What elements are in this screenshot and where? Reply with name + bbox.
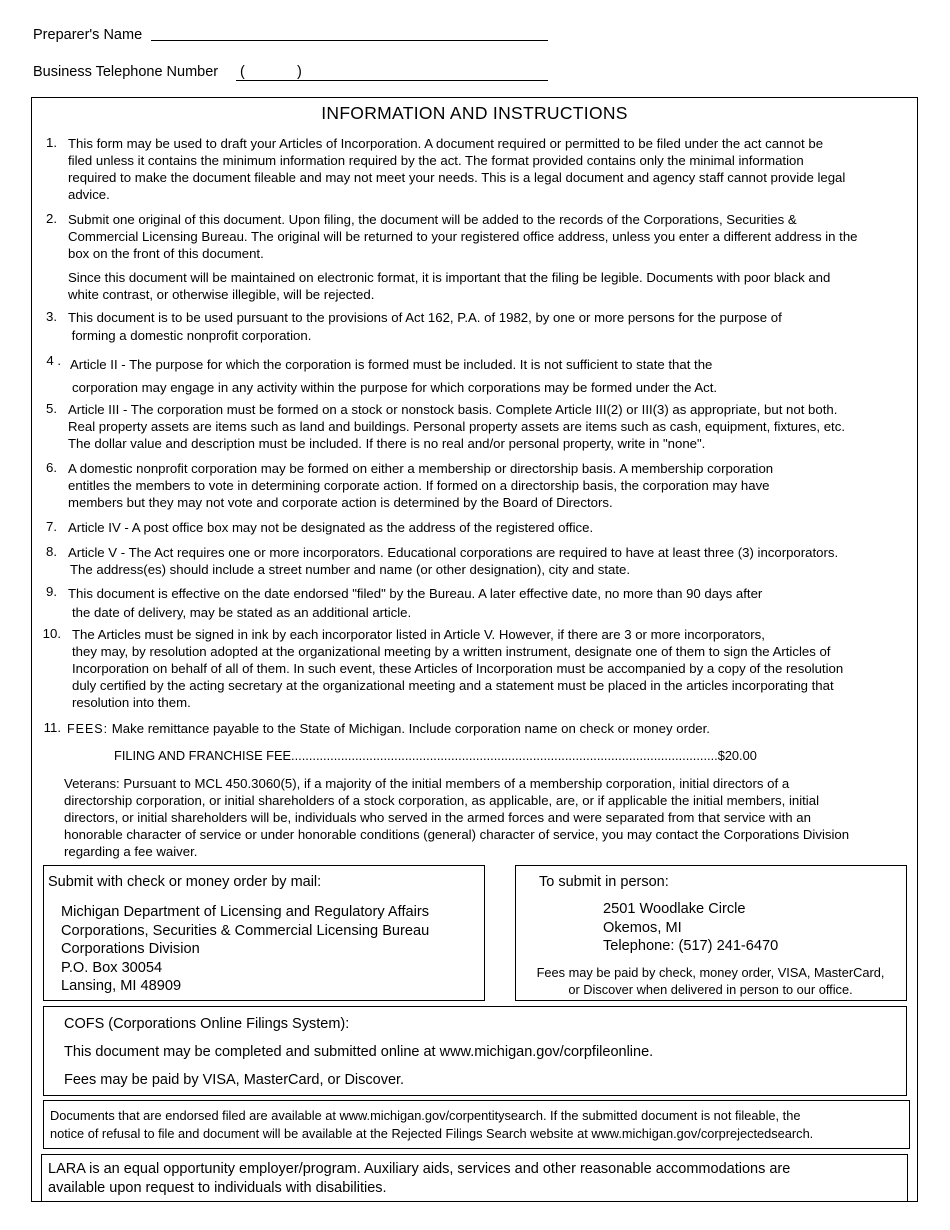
text-line: The Articles must be signed in ink by each incorporator listed in Article V. However, if there are 3 or more incorporators, xyxy=(72,627,765,642)
address-line: Corporations Division xyxy=(61,941,200,957)
preparer-name-label: Preparer's Name xyxy=(33,27,143,43)
mail-submission-box xyxy=(43,865,485,1001)
cofs-online-text: This document may be completed and submitted online at www.michigan.gov/corpfileonline. xyxy=(64,1044,654,1060)
text-line: members but they may not vote and corporate action is determined by the Board of Directors. xyxy=(68,495,613,510)
instruction-item-4 xyxy=(70,353,717,399)
text-line: advice. xyxy=(68,187,110,202)
text-line: notice of refusal to file and document will be available at the Rejected Filings Search website at www.michigan.gov/corprejectedsearch. xyxy=(50,1125,814,1141)
text-line: This form may be used to draft your Articles of Incorporation. A document required or permitted to be filed under the act cannot be xyxy=(68,136,824,151)
instruction-item-10 xyxy=(72,626,843,711)
text-line: or Discover when delivered in person to our office. xyxy=(568,982,853,997)
text-line: directors, or initial shareholders will be, individuals who served in the armed forces and were separated from that service with an xyxy=(64,810,811,825)
text-line: LARA is an equal opportunity employer/program. Auxiliary aids, services and other reasonable accommodations are xyxy=(48,1161,791,1177)
instruction-item-7 xyxy=(68,519,593,536)
business-phone-field[interactable] xyxy=(236,80,548,81)
phone-paren-close: ) xyxy=(297,64,302,80)
instruction-item-5 xyxy=(68,401,845,452)
text-line: corporation may engage in any activity within the purpose for which corporations may be formed under the Act. xyxy=(72,380,718,395)
address-line: Corporations, Securities & Commercial Licensing Bureau xyxy=(61,922,430,939)
item-number: 11. xyxy=(43,720,61,735)
instruction-item-2 xyxy=(68,211,858,262)
text-line: forming a domestic nonprofit corporation. xyxy=(68,328,312,343)
cofs-payment-text: Fees may be paid by VISA, MasterCard, or Discover. xyxy=(64,1072,405,1088)
text-line: Veterans: Pursuant to MCL 450.3060(5), if a majority of the initial members of a membership corporation, initial directors of a xyxy=(64,776,790,791)
text-line: Fees may be paid by check, money order, VISA, MasterCard, xyxy=(536,965,885,980)
lara-equal-opportunity-box xyxy=(41,1154,908,1202)
text-line: Since this document will be maintained on electronic format, it is important that the filing be legible. Documents with poor black and xyxy=(68,270,831,285)
item-number: 10. xyxy=(42,626,61,641)
instruction-item-3 xyxy=(68,309,782,345)
text-line: resolution into them. xyxy=(72,695,191,710)
veterans-note xyxy=(64,775,849,860)
fees-instruction xyxy=(67,720,710,738)
text-line: entitles the members to vote in determining corporate action. If formed on a directorship basis, the corporation may have xyxy=(68,478,770,493)
item-number: 4 . xyxy=(46,353,61,368)
fees-text: Make remittance payable to the State of Michigan. Include corporation name on check or money order. xyxy=(111,721,710,736)
text-line: This document is effective on the date endorsed "filed" by the Bureau. A later effective date, no more than 90 days after xyxy=(68,586,763,601)
text-line: Incorporation on behalf of all of them. In such event, these Articles of Incorporation must be accompanied by a copy of the resolution xyxy=(72,661,844,676)
mail-address xyxy=(61,903,429,996)
item-number: 7. xyxy=(46,519,57,534)
item-number: 6. xyxy=(46,460,57,475)
fees-label: FEES: xyxy=(67,722,109,736)
text-line: white contrast, or otherwise illegible, will be rejected. xyxy=(68,287,375,302)
text-line: Article IV - A post office box may not be designated as the address of the registered office. xyxy=(68,520,594,535)
instructions-title: INFORMATION AND INSTRUCTIONS xyxy=(321,103,628,123)
address-line: 2501 Woodlake Circle xyxy=(603,901,746,917)
text-line: they may, by resolution adopted at the organizational meeting by a written instrument, designate one of them to sign the Articles of xyxy=(72,644,831,659)
item-number: 2. xyxy=(46,211,57,226)
text-line: Documents that are endorsed filed are available at www.michigan.gov/corpentitysearch. If the submitted document is not fileable, the xyxy=(50,1108,801,1123)
text-line: directorship corporation, or initial shareholders of a stock corporation, as applicable, are, or if applicable the initial members, initial xyxy=(64,793,819,808)
in-person-heading: To submit in person: xyxy=(539,874,669,890)
lara-text xyxy=(48,1160,790,1197)
text-line: A domestic nonprofit corporation may be formed on either a membership or directorship basis. A membership corporation xyxy=(68,461,774,476)
instruction-item-1 xyxy=(68,135,845,203)
text-line: The address(es) should include a street number and name (or other designation), city and state. xyxy=(70,562,631,577)
text-line: required to make the document fileable and may not meet your needs. This is a legal document and agency staff cannot provide legal xyxy=(68,170,846,185)
telephone-line: Telephone: (517) 241-6470 xyxy=(603,938,779,954)
item-number: 9. xyxy=(46,584,57,599)
text-line: regarding a fee waiver. xyxy=(64,844,198,859)
instruction-item-9 xyxy=(68,584,762,622)
in-person-fee-note xyxy=(516,964,905,998)
text-line: available upon request to individuals with disabilities. xyxy=(48,1179,387,1196)
mail-heading: Submit with check or money order by mail: xyxy=(48,874,322,890)
instruction-item-8 xyxy=(68,544,838,578)
filing-fee-line: FILING AND FRANCHISE FEE........................................................................................................................$20.00 xyxy=(114,748,757,763)
preparer-name-field[interactable] xyxy=(151,40,548,41)
text-line: duly certified by the acting secretary at the organizational meeting and a statement must be placed in the articles incorporating that xyxy=(72,678,834,693)
text-line: The dollar value and description must be included. If there is no real and/or personal property, write in "none". xyxy=(68,436,706,451)
text-line: box on the front of this document. xyxy=(68,246,264,261)
text-line: Real property assets are items such as land and buildings. Personal property assets are items such as cash, equipment, fixtures, etc. xyxy=(68,419,845,434)
address-line: Lansing, MI 48909 xyxy=(61,978,182,994)
text-line: Article II - The purpose for which the corporation is formed must be included. It is not sufficient to state that the xyxy=(70,357,713,372)
item-number: 3. xyxy=(46,309,57,324)
text-line: the date of delivery, may be stated as an additional article. xyxy=(72,605,412,620)
in-person-address xyxy=(603,900,778,956)
instruction-item-2-continued xyxy=(68,269,830,303)
text-line: Article III - The corporation must be formed on a stock or nonstock basis. Complete Article III(2) or III(3) as appropriate, but not both. xyxy=(68,402,838,417)
phone-paren-open: ( xyxy=(240,64,245,80)
item-number: 5. xyxy=(46,401,57,416)
cofs-box xyxy=(43,1006,907,1096)
in-person-submission-box xyxy=(515,865,907,1001)
text-line: Commercial Licensing Bureau. The original will be returned to your registered office address, unless you enter a different address in the xyxy=(68,229,858,244)
address-line: P.O. Box 30054 xyxy=(61,959,163,976)
address-line: Okemos, MI xyxy=(603,919,682,936)
endorsed-filings-box xyxy=(43,1100,910,1149)
item-number: 1. xyxy=(46,135,57,150)
address-line: Michigan Department of Licensing and Regulatory Affairs xyxy=(61,904,430,920)
text-line: This document is to be used pursuant to the provisions of Act 162, P.A. of 1982, by one or more persons for the purpose of xyxy=(68,310,782,325)
text-line: Article V - The Act requires one or more incorporators. Educational corporations are required to have at least three (3) incorporators. xyxy=(68,545,839,560)
text-line: honorable character of service or under honorable conditions (general) character of service, you may contact the Corporations Division xyxy=(64,827,850,842)
text-line: Submit one original of this document. Upon filing, the document will be added to the records of the Corporations, Securities & xyxy=(68,212,797,227)
text-line: filed unless it contains the minimum information required by the act. The format provided contains only the minimal information xyxy=(68,153,804,168)
business-phone-label: Business Telephone Number xyxy=(33,64,219,80)
instruction-item-6 xyxy=(68,460,773,511)
cofs-heading: COFS (Corporations Online Filings System): xyxy=(64,1016,350,1032)
endorsed-filings-text xyxy=(50,1107,813,1142)
item-number: 8. xyxy=(46,544,57,559)
